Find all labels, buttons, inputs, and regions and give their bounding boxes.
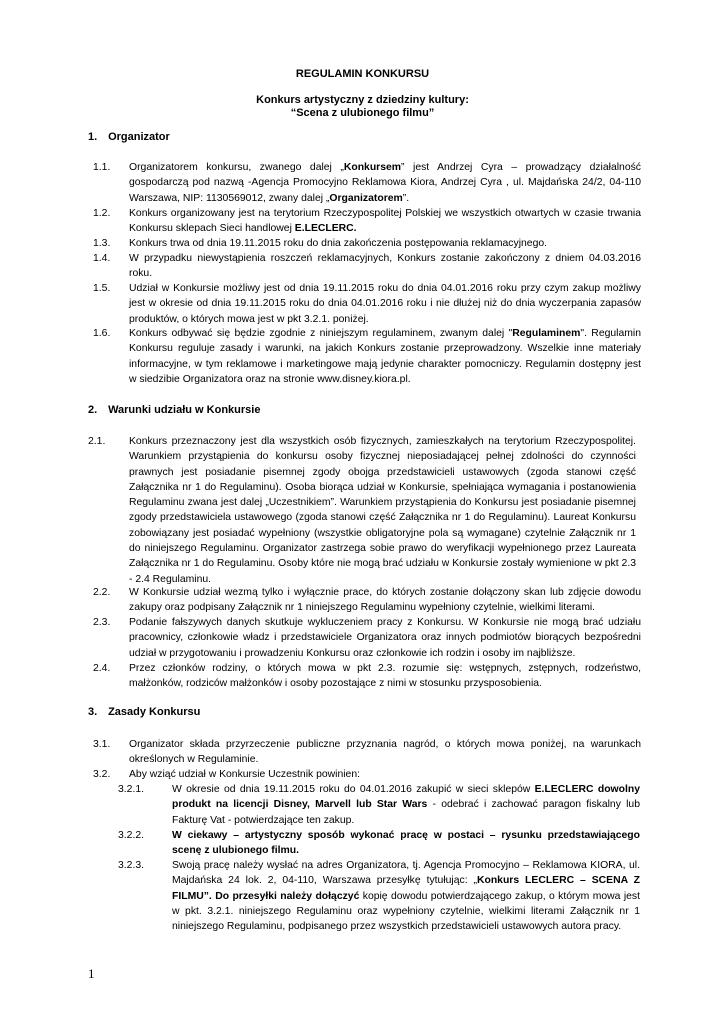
paragraph-text: W okresie od dnia 19.11.2015 roku do 04.01.2016 zakupić w sieci sklepów E.LECLERC dowolny produkt na licencji Disney, Marvell lub Star Wars - odebrać i zachować paragon fiskalny lub Fakturę Vat - potwierdzające ten zakup.	[172, 784, 640, 826]
paragraph-text: Aby wziąć udział w Konkursie Uczestnik powinien:	[129, 769, 361, 780]
contest-name: “Scena z ulubionego filmu”	[290, 107, 435, 119]
paragraph-number: 1.4.	[93, 253, 111, 264]
paragraph-number: 1.5.	[93, 283, 111, 294]
paragraph-number: 2.1.	[88, 436, 106, 447]
paragraph-text: Konkurs przeznaczony jest dla wszystkich osób fizycznych, zamieszkałych na terytorium Rzeczypospolitej. Warunkiem przystąpienia do konkursu osoby fizycznej nieposiadającej pełnej zdolności do czynności prawnych jest posiadanie pisemnej zgody obojga przedstawicieli ustawowych (zgoda stanowi część Załącznika nr 1 do Regulaminu). Osoba biorąca udział w Konkursie, spełniająca wymagania i postanowienia Regulaminu zwana jest dalej „Uczestnikiem”. Warunkiem przystąpienia do Konkursu jest posiadanie pisemnej zgody przedstawiciela ustawowego (zgoda stanowi część Załącznika nr 1 do Regulaminu). Laureat Konkursu zobowiązany jest posiadać wypełniony (wszystkie obligatoryjne pola są wymagane) czytelnie Załącznik nr 1 do niniejszego Regulaminu. Organizator zastrzega sobie prawo do weryfikacji wypełnionego przez Laureata Załącznika nr 1 do Regulaminu. Osoby które nie mogą brać udziału w Konkursie zostały wymienione w pkt 2.3 - 2.4 Regulaminu.	[129, 436, 636, 585]
paragraph-number: 1.3.	[93, 238, 111, 249]
section-number: 2.	[88, 404, 98, 416]
paragraph-text: W przypadku niewystąpienia roszczeń reklamacyjnych, Konkurs zostanie zakończony z dniem 04.03.2016 roku.	[129, 253, 641, 280]
paragraph-number: 2.2.	[93, 587, 111, 598]
paragraph-text: W Konkursie udział wezmą tylko i wyłącznie prace, do których zostanie dołączony skan lub zdjęcie dowodu zakupy oraz podpisany Załącznik nr 1 niniejszego Regulaminu wypełniony czytelnie, wielkimi literami.	[129, 587, 641, 614]
section-number: 3.	[88, 706, 98, 718]
paragraph-text: Organizator składa przyrzeczenie publiczne przyznania nagród, o których mowa poniżej, na warunkach określonych w Regulaminie.	[129, 739, 641, 766]
section-heading-3	[88, 706, 200, 718]
paragraph-number: 2.3.	[93, 617, 111, 628]
paragraph-number: 2.4.	[93, 663, 111, 674]
page-number: 1	[88, 966, 95, 981]
paragraph-text: Konkurs odbywać się będzie zgodnie z niniejszym regulaminem, zwanym dalej "Regulaminem". Regulamin Konkursu reguluje zasady i warunki, na jakich Konkurs zostanie przeprowadzony. Wszelkie inne materiały informacyjne, w tym reklamowe i marketingowe mają jedynie charakter pomocniczy. Regulamin dostępny jest w siedzibie Organizatora oraz na stronie www.disney.kiora.pl.	[129, 328, 641, 385]
paragraph-number: 3.2.	[93, 769, 111, 780]
paragraph-text: Podanie fałszywych danych skutkuje wykluczeniem pracy z Konkursu. W Konkursie nie mogą brać udziału pracownicy, członkowie władz i przedstawiciele Organizatora oraz innych podmiotów biorących bezpośredni udział w przygotowaniu i prowadzeniu Konkursu oraz członkowie ich rodzin i osoby im najbliższe.	[129, 617, 641, 659]
paragraph-text: W ciekawy – artystyczny sposób wykonać pracę w postaci – rysunku przedstawiającego scenę z ulubionego filmu.	[172, 830, 640, 857]
paragraph-text: Organizatorem konkursu, zwanego dalej „Konkursem” jest Andrzej Cyra – prowadzący działalność gospodarczą pod nazwą -Agencja Promocyjno Reklamowa Kiora, Andrzej Cyra , ul. Majdańska 24/2, 04-110 Warszawa, NIP: 1130569012, zwany dalej „Organizatorem”.	[129, 162, 641, 204]
contest-subtitle: Konkurs artystyczny z dziedziny kultury:	[256, 94, 469, 106]
section-title: Warunki udziału w Konkursie	[108, 404, 261, 416]
paragraph-number: 3.2.2.	[118, 830, 144, 841]
paragraph-number: 3.2.3.	[118, 860, 144, 871]
paragraph-text: Konkurs trwa od dnia 19.11.2015 roku do dnia zakończenia postępowania reklamacyjnego.	[129, 238, 548, 249]
paragraph-number: 3.1.	[93, 739, 111, 750]
paragraph-text: Udział w Konkursie możliwy jest od dnia 19.11.2015 roku do dnia 04.01.2016 roku przy czym zakup możliwy jest w okresie od dnia 19.11.2015 roku do dnia 04.01.2016 roku i nie dłużej niż do dnia wyczerpania zapasów produktów, o których mowa jest w pkt 3.2.1. poniżej.	[129, 283, 641, 325]
section-number: 1.	[88, 131, 98, 143]
document-title: REGULAMIN KONKURSU	[295, 68, 430, 80]
section-heading-2	[88, 404, 260, 416]
section-heading-1	[88, 131, 170, 143]
paragraph-number: 1.1.	[93, 162, 111, 173]
section-title: Zasady Konkursu	[108, 706, 201, 718]
section-title: Organizator	[108, 131, 170, 143]
paragraph-number: 1.2.	[93, 208, 111, 219]
paragraph-text: Konkurs organizowany jest na terytorium Rzeczypospolitej Polskiej we wszystkich otwartych w czasie trwania Konkursu sklepach Sieci handlowej E.LECLERC.	[129, 208, 641, 235]
paragraph-number: 3.2.1.	[118, 784, 144, 795]
paragraph-number: 1.6.	[93, 328, 111, 339]
paragraph-text: Przez członków rodziny, o których mowa w pkt 2.3. rozumie się: wstępnych, zstępnych, rodzeństwo, małżonków, rodziców małżonków i osoby pozostające z nimi w stosunku przysposobienia.	[129, 663, 641, 690]
paragraph-text: Swoją pracę należy wysłać na adres Organizatora, tj. Agencja Promocyjno – Reklamowa KIORA, ul. Majdańska 24 lok. 2, 04-110, Warszawa przesyłkę tytułując: „Konkurs LECLERC – SCENA Z FILMU”. Do przesyłki należy dołączyć kopię dowodu potwierdzającego zakup, o którym mowa jest w pkt. 3.2.1. niniejszego Regulaminu oraz wypełniony czytelnie, wielkimi literami Załącznik nr 1 niniejszego Regulaminu, podpisanego przez wszystkich przedstawicieli ustawowych autora pracy.	[172, 860, 641, 933]
